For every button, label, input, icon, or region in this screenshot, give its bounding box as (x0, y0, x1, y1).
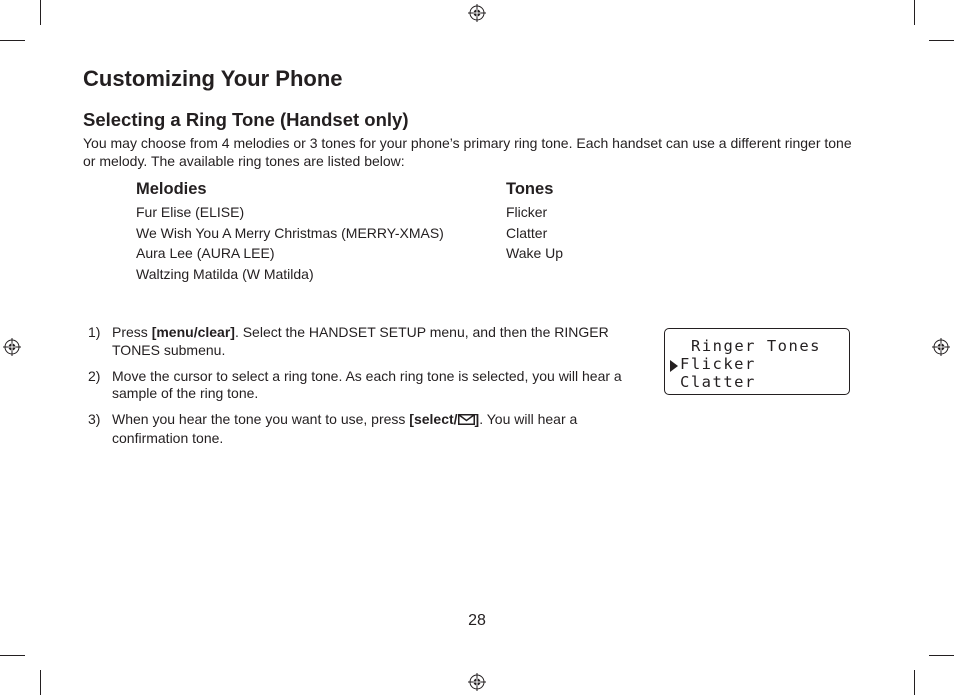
crop-mark (929, 655, 954, 656)
melodies-heading: Melodies (136, 180, 207, 198)
step-text-part: Press (112, 324, 152, 340)
crop-mark (40, 670, 41, 695)
tone-item: Wake Up (506, 245, 564, 262)
crosshair-registration-icon (468, 673, 486, 691)
step-text-part: When you hear the tone you want to use, press (112, 411, 410, 427)
melody-item: Aura Lee (AURA LEE) (136, 245, 275, 262)
steps-list (88, 324, 628, 456)
lcd-display (664, 328, 850, 395)
menu-clear-key: [menu/clear] (151, 324, 235, 340)
crop-mark (0, 655, 25, 656)
melody-item: Waltzing Matilda (W Matilda) (136, 266, 314, 283)
step-text-part: . You will hear a confirmation tone. (112, 411, 578, 446)
right-triangle-cursor-icon (670, 358, 678, 376)
tone-item: Clatter (506, 224, 548, 241)
lcd-line-selected: Flicker (680, 355, 756, 373)
crosshair-registration-icon (932, 338, 950, 356)
select-key (409, 411, 479, 427)
step-number: 2) (88, 367, 101, 384)
melodies-list (136, 202, 444, 285)
melody-item: We Wish You A Merry Christmas (MERRY-XMAS) (136, 224, 444, 241)
step-text (112, 324, 628, 359)
crop-mark (929, 40, 954, 41)
crop-mark (0, 40, 25, 41)
step-number: 1) (88, 324, 101, 340)
step-text-part: . Select the HANDSET SETUP menu, and then the RINGER TONES submenu. (112, 324, 609, 358)
step-item (88, 368, 628, 403)
section-title: Selecting a Ring Tone (Handset only) (83, 109, 409, 130)
tone-item: Flicker (506, 204, 548, 220)
step-number: 3) (88, 411, 101, 427)
tones-list (506, 202, 563, 264)
intro-paragraph: You may choose from 4 melodies or 3 tones for your phone’s primary ring tone. Each handset can use a different ringer tone or melody. The available ring tones are listed below: (83, 135, 852, 169)
envelope-icon (458, 412, 475, 430)
lcd-title: Ringer Tones (691, 337, 821, 355)
select-key-label: [select/ (409, 411, 458, 427)
step-text (112, 411, 628, 447)
step-item (88, 324, 628, 359)
crop-mark (40, 0, 41, 25)
step-item (88, 411, 628, 447)
page-number: 28 (468, 612, 486, 629)
crop-mark (914, 0, 915, 25)
step-text: Move the cursor to select a ring tone. As each ring tone is selected, you will hear a sample of the ring tone. (112, 367, 622, 401)
crosshair-registration-icon (468, 4, 486, 22)
tones-heading: Tones (506, 180, 554, 198)
lcd-line: Clatter (680, 373, 756, 391)
select-key-label: ] (474, 411, 480, 427)
page-title: Customizing Your Phone (83, 66, 343, 91)
crop-mark (914, 670, 915, 695)
crosshair-registration-icon (3, 338, 21, 356)
melody-item: Fur Elise (ELISE) (136, 204, 245, 220)
